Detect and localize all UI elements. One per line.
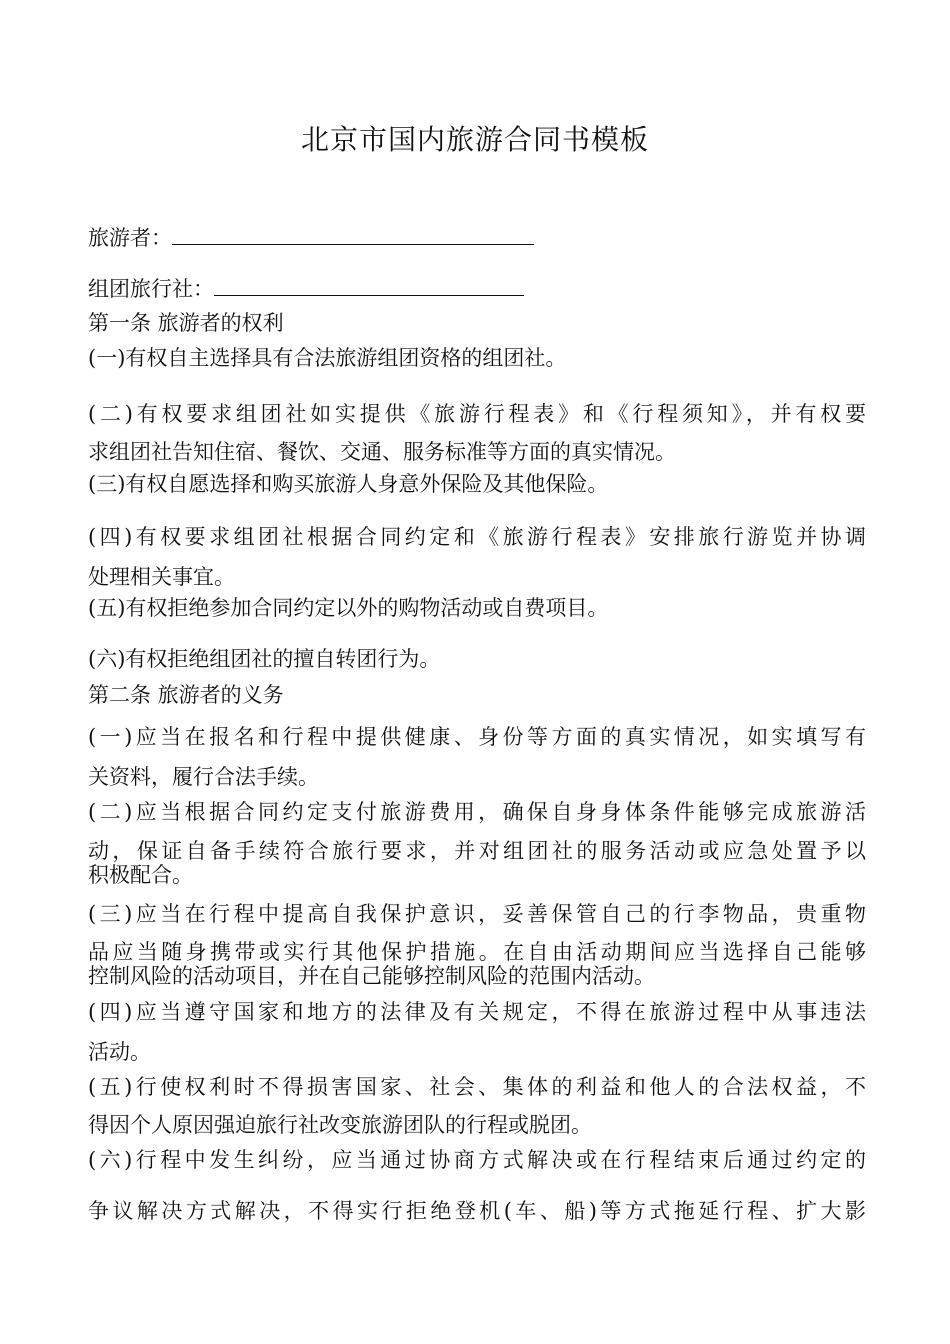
agency-field bbox=[88, 277, 524, 300]
tourist-blank-line[interactable] bbox=[172, 226, 534, 245]
tourist-label: 旅游者： bbox=[88, 226, 172, 250]
agency-label: 组团旅行社： bbox=[88, 277, 214, 301]
document-title: 北京市国内旅游合同书模板 bbox=[300, 123, 649, 156]
article1-item-1: (一)有权自主选择具有合法旅游组团资格的组团社。 bbox=[88, 346, 567, 370]
article1-heading: 第一条 旅游者的权利 bbox=[88, 311, 284, 335]
article1-item-6: (六)有权拒绝组团社的擅自转团行为。 bbox=[88, 647, 441, 671]
tourist-field bbox=[88, 226, 534, 249]
agency-blank-line[interactable] bbox=[214, 277, 524, 296]
article1-item-3: (三)有权自愿选择和购买旅游人身意外保险及其他保险。 bbox=[88, 472, 609, 496]
article2-heading: 第二条 旅游者的义务 bbox=[88, 683, 284, 707]
document-page: 北京市国内旅游合同书模板 旅游者： 组团旅行社： 第一条 旅游者的权利 (一)有权自主选择具有合法旅游组团资格的组团社。 (二)有权要求组团社如实提供《旅游行程表》和《行程须知》，并有权要 求组团社告知住宿、餐饮、交通、服务标准等方面的真实情况。 (三)有权自愿选择和购买旅游人身意外保险及其他保险。 (四)有权要求组团社根据合同约定和《旅游行程表》安排旅行游览并协调 处理相关事宜。 (五)有权拒绝参加合同约定以外的购物活动或自费项目。 (六)有权拒绝组团社的擅自转团行为。 第二条 旅游者的义务 (一)应当在报名和行程中提供健康、身份等方面的真实情况，如实填写有 关资料，履行合法手续。 (二)应当根据合同约定支付旅游费用，确保自身身体条件能够完成旅游活 动，保证自备手续符合旅行要求，并对组团社的服务活动或应急处置予以 积极配合。 (三)应当在行程中提高自我保护意识，妥善保管自己的行李物品，贵重物 品应当随身携带或实行其他保护措施。在自由活动期间应当选择自己能够 控制风险的活动项目，并在自己能够控制风险的范围内活动。 (四)应当遵守国家和地方的法律及有关规定，不得在旅游过程中从事违法 活动。 (五)行使权利时不得损害国家、社会、集体的利益和他人的合法权益，不 得因个人原因强迫旅行社改变旅游团队的行程或脱团。 (六)行程中发生纠纷，应当通过协商方式解决或在行程结束后通过约定的 争议解决方式解决，不得实行拒绝登机(车、船)等方式拖延行程、扩大影 bbox=[0, 0, 950, 1344]
article1-item-5: (五)有权拒绝参加合同约定以外的购物活动或自费项目。 bbox=[88, 596, 609, 620]
